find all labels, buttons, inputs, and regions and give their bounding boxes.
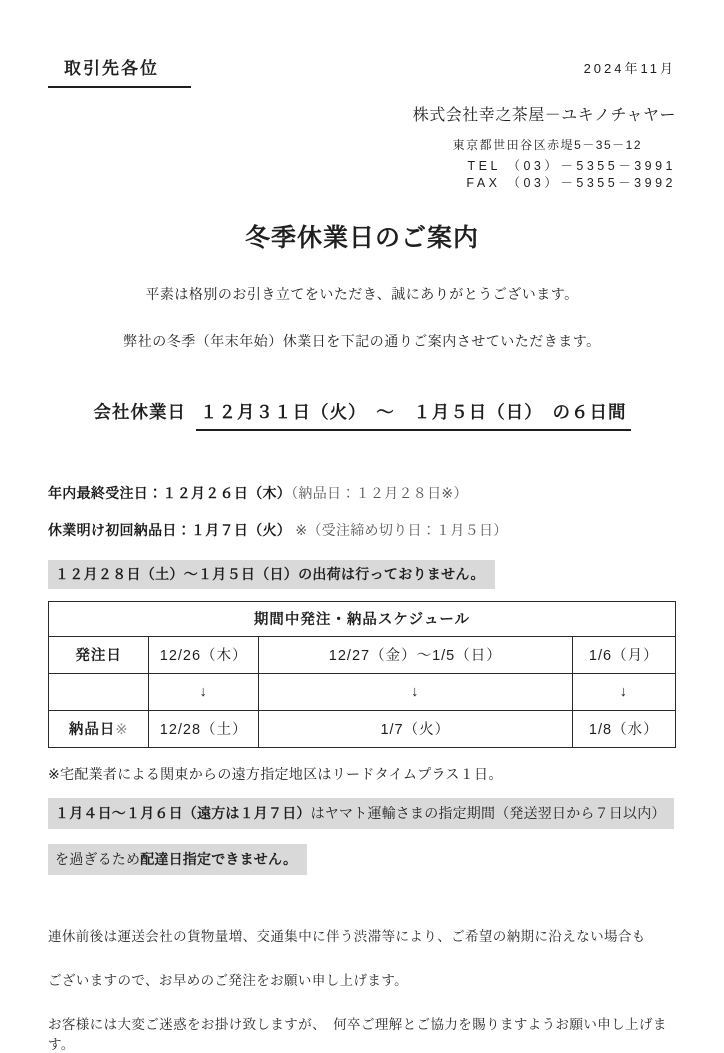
- order-detail-block: [48, 483, 676, 589]
- holiday-period-line: [48, 399, 676, 431]
- no-shipping-notice: １２月２８日（土）～１月５日（日）の出荷は行っておりません。: [48, 560, 495, 589]
- final-order-line: [48, 483, 676, 503]
- document-header: [48, 52, 676, 88]
- yamato-period-bold: １月４日～１月６日（遠方は１月７日）: [55, 804, 311, 821]
- order-col3: 1/6（月）: [572, 636, 675, 673]
- announcement-paragraph: 弊社の冬季（年末年始）休業日を下記の通りご案内させていただきます。: [123, 332, 601, 349]
- down-arrow-icon: ↓: [259, 673, 573, 710]
- first-delivery-line: [48, 520, 676, 540]
- holiday-period-value: １２月３１日（火） ～ １月５日（日） の６日間: [196, 399, 631, 431]
- company-info-block: [48, 106, 676, 192]
- greeting-paragraph: 平素は格別のお引き立てをいただき、誠にありがとうございます。: [145, 285, 579, 302]
- arrow-row-label: [49, 673, 149, 710]
- yamato2-bold: 配達日指定できません。: [140, 850, 298, 867]
- document-date: 2024年11月: [583, 61, 676, 76]
- company-fax: FAX （03）－5355－3992: [466, 175, 676, 190]
- down-arrow-icon: ↓: [149, 673, 259, 710]
- down-arrow-icon: ↓: [572, 673, 675, 710]
- first-delivery-note: ※（受注締め切り日：１月５日）: [295, 521, 508, 538]
- yamato-notice-line2: [48, 844, 307, 875]
- table-row-delivery: [49, 710, 676, 747]
- table-title: 期間中発注・納品スケジュール: [49, 601, 676, 636]
- delivery-col2: 1/7（火）: [259, 710, 573, 747]
- order-col1: 12/26（木）: [149, 636, 259, 673]
- yamato-notice-block: [48, 798, 676, 875]
- yamato-period-rest: はヤマト運輸さまの指定期間（発送翌日から７日以内）: [310, 804, 666, 821]
- closing-paragraph-3: お客様には大変ご迷惑をお掛け致しますが、 何卒ご理解とご協力を賜りますようお願い申し上げます。: [48, 1016, 667, 1052]
- page-title: 冬季休業日のご案内: [244, 223, 479, 252]
- delivery-row-label: [49, 710, 149, 747]
- closing-paragraph-2: ございますので、お早めのご発注をお願い申し上げます。: [48, 972, 409, 988]
- final-order-date: 年内最終受注日：１２月２６日（木）: [48, 484, 292, 501]
- table-title-row: [49, 601, 676, 636]
- delivery-col1: 12/28（土）: [149, 710, 259, 747]
- schedule-table: [48, 601, 676, 748]
- table-row-order: [49, 636, 676, 673]
- company-name: 株式会社幸之茶屋－ユキノチャヤー: [412, 107, 676, 124]
- first-delivery-date: 休業明け初回納品日：１月７日（火）: [48, 521, 292, 538]
- delivery-label-mark: ※: [115, 722, 129, 739]
- company-address: 東京都世田谷区赤堤5－35－12: [452, 138, 642, 152]
- yamato2-plain: を過ぎるため: [55, 850, 141, 867]
- recipient-label: 取引先各位: [48, 52, 191, 88]
- delivery-col3: 1/8（水）: [572, 710, 675, 747]
- order-row-label: 発注日: [49, 636, 149, 673]
- holiday-label: 会社休業日: [93, 401, 186, 422]
- order-col2: 12/27（金）～1/5（日）: [259, 636, 573, 673]
- table-row-arrows: [49, 673, 676, 710]
- company-tel: TEL （03）－5355－3991: [467, 159, 676, 173]
- final-order-note: （納品日：１２月２８日※）: [291, 484, 468, 501]
- closing-paragraph-1: 連休前後は運送会社の貨物量増、交通集中に伴う渋滞等により、ご希望の納期に沿えない場合も: [48, 928, 646, 944]
- closing-block: [48, 925, 676, 1053]
- yamato-notice-line1: [48, 798, 674, 829]
- delivery-label: 納品日: [68, 722, 116, 739]
- leadtime-note: ※宅配業者による関東からの遠方指定地区はリードタイムプラス１日。: [48, 765, 503, 782]
